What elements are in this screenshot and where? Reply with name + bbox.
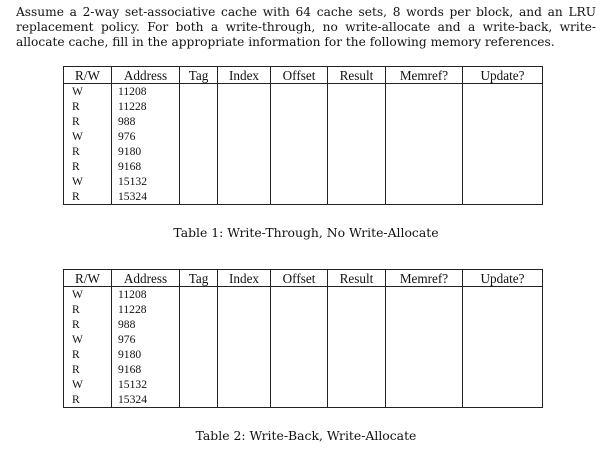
tag-cell: [180, 302, 218, 317]
address-cell: 11208: [112, 287, 180, 303]
update-header: Update?: [463, 270, 543, 287]
memref-cell: [386, 174, 463, 189]
update-cell: [463, 189, 543, 205]
update-cell: [463, 392, 543, 408]
rw-cell: W: [64, 287, 112, 303]
result-cell: [328, 159, 386, 174]
memref-cell: [386, 392, 463, 408]
address-header: Address: [112, 270, 180, 287]
rw-cell: W: [64, 174, 112, 189]
offset-cell: [271, 317, 328, 332]
result-cell: [328, 302, 386, 317]
index-cell: [218, 347, 271, 362]
index-cell: [218, 377, 271, 392]
result-cell: [328, 317, 386, 332]
offset-cell: [271, 287, 328, 303]
table-2-caption: Table 2: Write-Back, Write-Allocate: [195, 428, 417, 443]
address-cell: 11228: [112, 302, 180, 317]
table-body: [64, 84, 543, 205]
update-cell: [463, 317, 543, 332]
table-1-caption: Table 1: Write-Through, No Write-Allocate: [173, 225, 439, 240]
tag-header: Tag: [180, 67, 218, 84]
problem-statement: Assume a 2-way set-associative cache with 64 cache sets, 8 words per block, and an LRU replacement policy. For both a write-through, no write-allocate and a write-back, write-allocate cache, fill in the appropriate information for the following memory references.: [16, 5, 596, 49]
rw-cell: R: [64, 144, 112, 159]
table-header: [64, 67, 543, 84]
offset-cell: [271, 189, 328, 205]
index-cell: [218, 159, 271, 174]
address-cell: 976: [112, 332, 180, 347]
memref-cell: [386, 317, 463, 332]
offset-cell: [271, 392, 328, 408]
rw-cell: R: [64, 302, 112, 317]
address-cell: 9180: [112, 347, 180, 362]
tag-cell: [180, 392, 218, 408]
update-cell: [463, 377, 543, 392]
address-cell: 988: [112, 114, 180, 129]
index-cell: [218, 129, 271, 144]
result-cell: [328, 114, 386, 129]
memref-cell: [386, 129, 463, 144]
address-cell: 988: [112, 317, 180, 332]
offset-cell: [271, 129, 328, 144]
tag-cell: [180, 377, 218, 392]
index-cell: [218, 392, 271, 408]
offset-cell: [271, 84, 328, 100]
tag-cell: [180, 99, 218, 114]
address-cell: 9168: [112, 159, 180, 174]
result-cell: [328, 144, 386, 159]
table-row: [64, 114, 543, 129]
index-cell: [218, 317, 271, 332]
result-cell: [328, 287, 386, 303]
memref-cell: [386, 99, 463, 114]
table-row: [64, 347, 543, 362]
header-row: [64, 67, 543, 84]
rw-cell: R: [64, 362, 112, 377]
table-row: [64, 129, 543, 144]
tag-cell: [180, 287, 218, 303]
update-cell: [463, 362, 543, 377]
table-body: [64, 287, 543, 408]
rw-cell: W: [64, 129, 112, 144]
address-cell: 11208: [112, 84, 180, 100]
result-cell: [328, 392, 386, 408]
result-cell: [328, 332, 386, 347]
index-header: Index: [218, 270, 271, 287]
update-cell: [463, 84, 543, 100]
result-cell: [328, 99, 386, 114]
update-cell: [463, 287, 543, 303]
rw-header: R/W: [64, 67, 112, 84]
header-row: [64, 270, 543, 287]
table-row: [64, 332, 543, 347]
tag-cell: [180, 332, 218, 347]
memref-cell: [386, 347, 463, 362]
memref-cell: [386, 189, 463, 205]
memref-header: Memref?: [386, 270, 463, 287]
table-row: [64, 302, 543, 317]
table-row: [64, 287, 543, 303]
tag-cell: [180, 317, 218, 332]
result-cell: [328, 84, 386, 100]
rw-cell: W: [64, 84, 112, 100]
rw-cell: W: [64, 377, 112, 392]
result-header: Result: [328, 67, 386, 84]
tag-cell: [180, 159, 218, 174]
memref-cell: [386, 144, 463, 159]
update-cell: [463, 174, 543, 189]
index-cell: [218, 144, 271, 159]
address-cell: 11228: [112, 99, 180, 114]
table-row: [64, 317, 543, 332]
address-header: Address: [112, 67, 180, 84]
index-cell: [218, 302, 271, 317]
offset-header: Offset: [271, 270, 328, 287]
address-cell: 15132: [112, 174, 180, 189]
rw-cell: W: [64, 332, 112, 347]
memref-header: Memref?: [386, 67, 463, 84]
offset-cell: [271, 362, 328, 377]
update-cell: [463, 332, 543, 347]
tag-cell: [180, 144, 218, 159]
tag-cell: [180, 84, 218, 100]
write-through-table: [63, 66, 543, 205]
tag-cell: [180, 174, 218, 189]
update-cell: [463, 159, 543, 174]
result-cell: [328, 377, 386, 392]
update-cell: [463, 129, 543, 144]
table-row: [64, 392, 543, 408]
table-row: [64, 362, 543, 377]
offset-cell: [271, 144, 328, 159]
rw-cell: R: [64, 99, 112, 114]
update-cell: [463, 144, 543, 159]
rw-cell: R: [64, 347, 112, 362]
table-row: [64, 159, 543, 174]
tag-cell: [180, 129, 218, 144]
write-back-table: [63, 269, 543, 408]
memref-cell: [386, 332, 463, 347]
offset-cell: [271, 99, 328, 114]
result-cell: [328, 129, 386, 144]
index-cell: [218, 114, 271, 129]
tag-header: Tag: [180, 270, 218, 287]
update-cell: [463, 302, 543, 317]
update-cell: [463, 347, 543, 362]
result-cell: [328, 347, 386, 362]
index-cell: [218, 332, 271, 347]
offset-cell: [271, 302, 328, 317]
address-cell: 15324: [112, 189, 180, 205]
result-cell: [328, 189, 386, 205]
table-row: [64, 174, 543, 189]
tag-cell: [180, 362, 218, 377]
address-cell: 9180: [112, 144, 180, 159]
index-cell: [218, 84, 271, 100]
table-row: [64, 144, 543, 159]
offset-cell: [271, 347, 328, 362]
offset-header: Offset: [271, 67, 328, 84]
index-cell: [218, 99, 271, 114]
index-cell: [218, 287, 271, 303]
result-cell: [328, 362, 386, 377]
table-row: [64, 189, 543, 205]
rw-cell: R: [64, 189, 112, 205]
update-cell: [463, 99, 543, 114]
rw-cell: R: [64, 317, 112, 332]
rw-cell: R: [64, 114, 112, 129]
index-cell: [218, 174, 271, 189]
table-row: [64, 377, 543, 392]
update-header: Update?: [463, 67, 543, 84]
memref-cell: [386, 377, 463, 392]
offset-cell: [271, 332, 328, 347]
memref-cell: [386, 159, 463, 174]
index-header: Index: [218, 67, 271, 84]
rw-header: R/W: [64, 270, 112, 287]
tag-cell: [180, 189, 218, 205]
table-row: [64, 84, 543, 100]
offset-cell: [271, 174, 328, 189]
address-cell: 9168: [112, 362, 180, 377]
memref-cell: [386, 362, 463, 377]
address-cell: 15324: [112, 392, 180, 408]
offset-cell: [271, 159, 328, 174]
update-cell: [463, 114, 543, 129]
table-row: [64, 99, 543, 114]
memref-cell: [386, 302, 463, 317]
address-cell: 976: [112, 129, 180, 144]
offset-cell: [271, 377, 328, 392]
index-cell: [218, 362, 271, 377]
tag-cell: [180, 114, 218, 129]
result-cell: [328, 174, 386, 189]
memref-cell: [386, 84, 463, 100]
memref-cell: [386, 287, 463, 303]
rw-cell: R: [64, 159, 112, 174]
tag-cell: [180, 347, 218, 362]
memref-cell: [386, 114, 463, 129]
result-header: Result: [328, 270, 386, 287]
offset-cell: [271, 114, 328, 129]
address-cell: 15132: [112, 377, 180, 392]
table-header: [64, 270, 543, 287]
rw-cell: R: [64, 392, 112, 408]
index-cell: [218, 189, 271, 205]
